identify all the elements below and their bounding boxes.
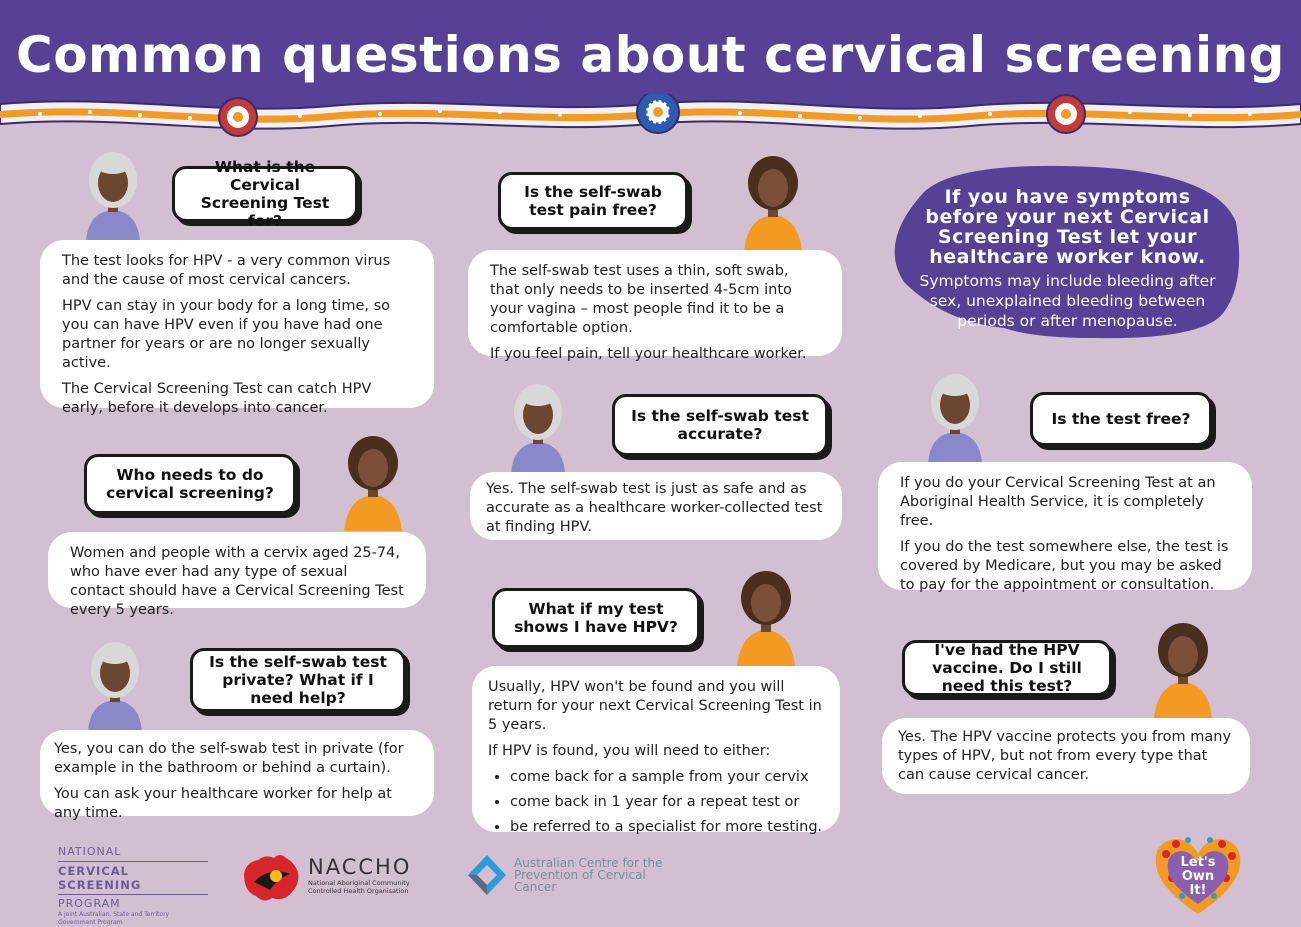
answer-card bbox=[882, 718, 1250, 794]
person-elder-icon bbox=[80, 150, 146, 242]
ncsp-line2: CERVICAL SCREENING bbox=[58, 861, 208, 895]
answer-card bbox=[40, 240, 434, 416]
naccho-subtitle: National Aboriginal Community Controlled Health Organisation bbox=[308, 879, 410, 895]
answer-text: Yes, you can do the self-swab test in private (for example in the bathroom or behind a curtain). bbox=[54, 741, 404, 776]
list-item: • come back for a sample from your cervix bbox=[510, 768, 824, 787]
question-text: Is the self-swab test private? What if I need help? bbox=[209, 653, 387, 707]
symptoms-body: Symptoms may include bleeding after sex, unexplained bleeding between periods or after menopause. bbox=[919, 272, 1216, 330]
answer-card bbox=[48, 532, 426, 618]
question-text: Is the test free? bbox=[1051, 410, 1191, 428]
symptoms-callout bbox=[905, 187, 1230, 331]
question-text: I've had the HPV vaccine. Do I still need this test? bbox=[932, 641, 1082, 695]
answer-text: The test looks for HPV - a very common virus and the cause of most cervical cancers. bbox=[62, 253, 391, 288]
question-bubble bbox=[172, 158, 358, 230]
medallion-right bbox=[1047, 95, 1085, 133]
question-text: What is the Cervical Screening Test for? bbox=[200, 158, 330, 230]
person-woman-icon bbox=[1150, 622, 1216, 718]
answer-text: If you do the test somewhere else, the test is covered by Medicare, but you may be asked to pay for the appointment or consultation. bbox=[900, 539, 1229, 593]
ncsp-line3: PROGRAM bbox=[58, 897, 121, 910]
decorative-band bbox=[0, 94, 1301, 140]
naccho-logo bbox=[240, 852, 440, 907]
question-text: What if my test shows I have HPV? bbox=[514, 600, 678, 636]
answer-card bbox=[468, 250, 842, 362]
answer-card bbox=[472, 666, 840, 835]
ncsp-line4: A joint Australian, State and Territory Government Program bbox=[58, 911, 170, 926]
question-text: Is the self-swab test pain free? bbox=[524, 183, 662, 219]
answer-text: Women and people with a cervix aged 25-74, who have ever had any type of sexual contact should have a Cervical Screening Test every 5 years. bbox=[70, 545, 404, 618]
person-elder-icon bbox=[82, 640, 148, 732]
lets-own-it-word: Own bbox=[1181, 869, 1215, 884]
question-bubble bbox=[498, 172, 688, 230]
answer-card bbox=[878, 462, 1252, 593]
question-text: Is the self-swab test accurate? bbox=[631, 407, 809, 443]
answer-text: Usually, HPV won't be found and you will return for your next Cervical Screening Test in 5 years. bbox=[488, 679, 822, 733]
question-bubble bbox=[84, 454, 296, 514]
acpcc-diamond-icon bbox=[466, 853, 508, 897]
person-woman-icon bbox=[733, 570, 799, 666]
answer-text: If you do your Cervical Screening Test at an Aboriginal Health Service, it is completely free. bbox=[900, 475, 1216, 529]
lets-own-it-heart-logo bbox=[1152, 834, 1244, 916]
list-item: • come back in 1 year for a repeat test or bbox=[510, 793, 824, 812]
answer-text: The self-swab test uses a thin, soft swab, that only needs to be inserted 4-5cm into your vagina – most people find it to be a comfortable option. bbox=[490, 263, 792, 336]
answer-text: The Cervical Screening Test can catch HPV early, before it develops into cancer. bbox=[62, 381, 372, 416]
lets-own-it-word: Let's bbox=[1180, 855, 1216, 870]
answer-text: If you feel pain, tell your healthcare worker. bbox=[490, 346, 807, 362]
answer-text: You can ask your healthcare worker for help at any time. bbox=[54, 786, 392, 821]
options-list bbox=[488, 768, 824, 837]
page-title: Common questions about cervical screening bbox=[16, 26, 1285, 84]
list-item: • be referred to a specialist for more testing. bbox=[510, 818, 824, 837]
medallion-center bbox=[637, 94, 679, 133]
acpcc-logo bbox=[466, 853, 663, 898]
naccho-name: NACCHO bbox=[308, 855, 412, 879]
answer-text: HPV can stay in your body for a long time, so you can have HPV even if you have had one partner for years or are no longer sexually active. bbox=[62, 298, 391, 371]
person-elder-icon bbox=[922, 372, 988, 464]
question-bubble bbox=[902, 640, 1112, 696]
question-bubble bbox=[492, 588, 700, 648]
australia-map-icon bbox=[240, 852, 302, 907]
question-bubble bbox=[190, 648, 406, 712]
ncsp-line1: NATIONAL bbox=[58, 845, 122, 858]
answer-card bbox=[40, 730, 434, 821]
answer-text: If HPV is found, you will need to either: bbox=[488, 743, 771, 759]
question-bubble bbox=[1030, 392, 1212, 446]
question-text: Who needs to do cervical screening? bbox=[106, 466, 274, 502]
ncsp-logo bbox=[58, 845, 208, 927]
answer-text: Yes. The HPV vaccine protects you from many types of HPV, but not from every type that can cause cervical cancer. bbox=[898, 729, 1232, 783]
person-woman-icon bbox=[340, 435, 406, 531]
lets-own-it-word: It! bbox=[1189, 883, 1207, 898]
medallion-left bbox=[219, 98, 257, 136]
person-elder-icon bbox=[505, 382, 571, 474]
answer-text: Yes. The self-swab test is just as safe and as accurate as a healthcare worker-collected test at finding HPV. bbox=[486, 481, 823, 535]
symptoms-heading: If you have symptoms before your next Cervical Screening Test let your healthcare worker know. bbox=[925, 186, 1210, 268]
acpcc-name: Australian Centre for the Prevention of Cervical Cancer bbox=[514, 856, 663, 894]
question-bubble bbox=[612, 394, 828, 456]
answer-card bbox=[470, 472, 842, 540]
person-woman-icon bbox=[740, 155, 806, 251]
